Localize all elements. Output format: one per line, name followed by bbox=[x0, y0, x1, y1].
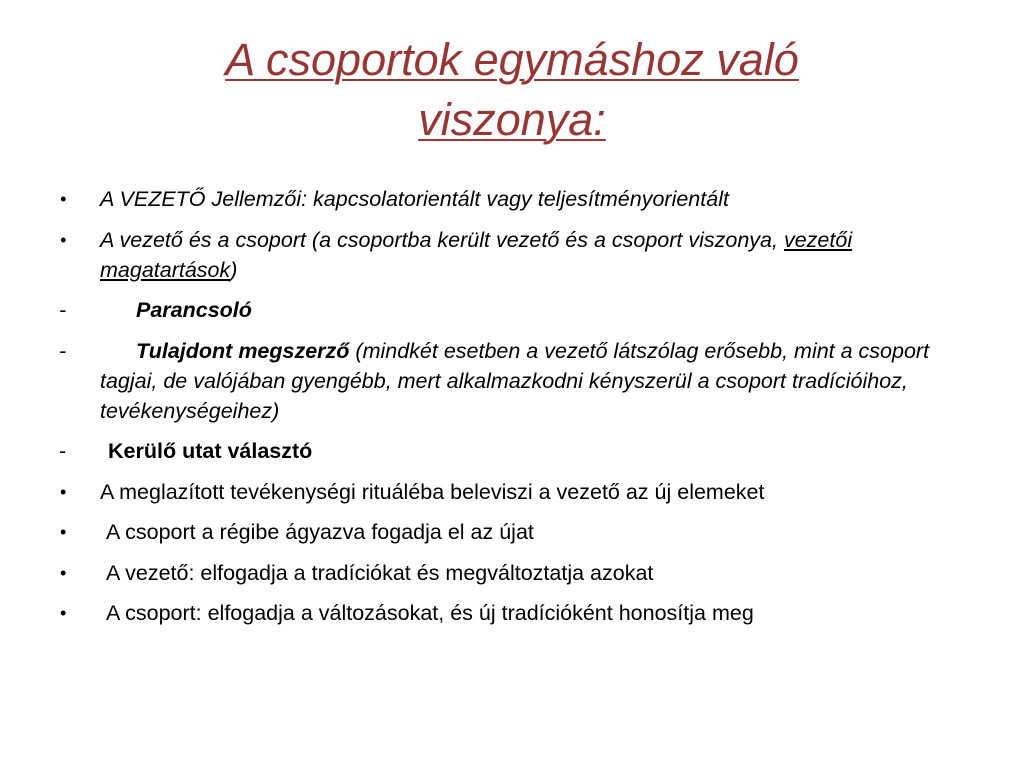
list-item-commanding bbox=[58, 295, 978, 325]
list-item-leader-and-group bbox=[58, 225, 978, 285]
bold-term: Kerülő utat választó bbox=[108, 439, 313, 463]
content-list bbox=[58, 184, 978, 639]
dash-marker: - bbox=[59, 338, 67, 363]
list-item-leader-traditions bbox=[58, 558, 978, 588]
bullet-marker: • bbox=[60, 562, 67, 583]
list-item-group-changes bbox=[58, 598, 978, 628]
item-text: A vezető és a csoport (a csoportba került vezető és a csoport viszonya, bbox=[100, 227, 784, 252]
list-item-ritual bbox=[58, 477, 978, 507]
item-text: A VEZETŐ Jellemzői: kapcsolatorientált vagy teljesítményorientált bbox=[100, 187, 729, 211]
title-line-2: viszonya: bbox=[418, 94, 606, 145]
item-text: (mindkét esetben a vezető látszólag erősebb, mint a csoport tagjai, de valójában gyengébb, mert alkalmazkodni kényszerül a csoport tradícióihoz, tevékenységeihez) bbox=[100, 338, 930, 423]
slide-title bbox=[60, 30, 964, 150]
bullet-marker: • bbox=[60, 522, 67, 542]
list-item-ownership-acquirer bbox=[58, 336, 978, 426]
bullet-marker: • bbox=[60, 481, 67, 502]
bullet-marker: • bbox=[60, 603, 67, 623]
dash-marker: - bbox=[59, 439, 67, 463]
item-text-end: ) bbox=[230, 257, 238, 282]
item-text: A meglazított tevékenységi rituáléba beleviszi a vezető az új elemeket bbox=[100, 479, 765, 504]
bold-term: Parancsoló bbox=[136, 298, 252, 322]
title-line-1: A csoportok egymáshoz való bbox=[225, 34, 799, 85]
item-text: A vezető: elfogadja a tradíciókat és megváltoztatja azokat bbox=[106, 560, 654, 585]
item-text: A csoport a régibe ágyazva fogadja el az újat bbox=[106, 520, 534, 544]
bullet-marker: • bbox=[60, 189, 67, 209]
underlined-text: vezetői magatartások bbox=[100, 227, 853, 282]
dash-marker: - bbox=[59, 298, 67, 322]
list-item-leader-traits bbox=[58, 184, 978, 214]
item-text: A csoport: elfogadja a változásokat, és új tradícióként honosítja meg bbox=[106, 601, 754, 625]
bold-term: Tulajdont megszerző bbox=[136, 338, 350, 363]
bullet-marker: • bbox=[60, 229, 67, 250]
list-item-group-accepts-new bbox=[58, 517, 978, 547]
list-item-detour-chooser bbox=[58, 436, 978, 466]
